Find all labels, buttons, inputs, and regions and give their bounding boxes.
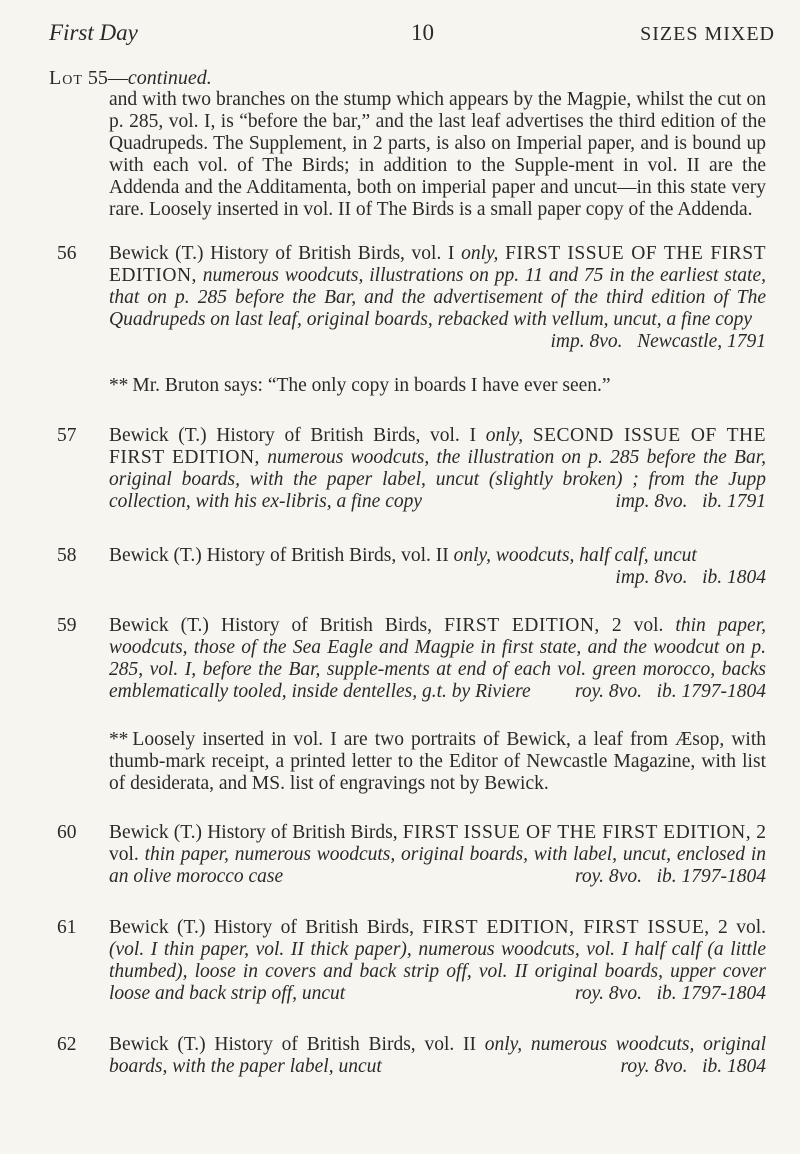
lot-only: only, xyxy=(461,243,499,264)
lot-number: 59 xyxy=(57,615,77,636)
lot-description: thin paper, numerous woodcuts, original boards, with label, uncut, enclosed in an olive morocco case xyxy=(109,844,766,887)
lot-description: only, woodcuts, half calf, uncut xyxy=(453,545,697,566)
lot-label: Lot xyxy=(49,67,83,89)
lot-issue: FIRST EDITION, FIRST ISSUE, xyxy=(422,917,710,938)
lot-description: (vol. I thin paper, vol. II thick paper), numerous woodcuts, vol. I half calf (a little thumbed), loose in covers and back strip off, vol. II original boards, upper cover loose and back strip off, uncut xyxy=(109,939,766,1004)
lot-place: ib. 1791 xyxy=(702,491,766,512)
lot-imprint: imp. 8vo. xyxy=(550,331,623,352)
lot-issue: FIRST EDITION, xyxy=(444,615,600,636)
lot-imprint: roy. 8vo. xyxy=(574,681,642,702)
lot-author: Bewick (T.) History of British Birds, vol. I xyxy=(109,425,476,446)
lot-volumes: 2 vol. xyxy=(718,917,767,938)
asterism-icon: * * xyxy=(109,375,127,396)
lot-number: 62 xyxy=(57,1034,77,1055)
lot-author: Bewick (T.) History of British Birds, xyxy=(109,917,414,938)
lot-number: 60 xyxy=(57,822,77,843)
lot-only: only, xyxy=(485,425,524,446)
lot-place: ib. 1804 xyxy=(702,1056,766,1077)
lot-note xyxy=(109,729,766,795)
lot-imprint: roy. 8vo. xyxy=(574,983,642,1004)
lot-place: ib. 1797-1804 xyxy=(656,983,766,1004)
lot-imprint: imp. 8vo. xyxy=(615,491,688,512)
page-header xyxy=(49,20,775,50)
lot-imprint: imp. 8vo. xyxy=(615,567,688,588)
lot-author: Bewick (T.) History of British Birds, vol. II xyxy=(109,545,449,566)
page-number: 10 xyxy=(411,20,434,45)
lot-heading xyxy=(49,67,212,90)
lot-number: 56 xyxy=(57,243,77,264)
continuation-text: and with two branches on the stump which appears by the Magpie, whilst the cut on p. 285, vol. I, is “before the bar,” and the last leaf advertises the third edition of the Quadrupeds. The Supplement, in 2 parts, is also on Imperial paper, and is bound up with each vol. of The Birds; in addition to the Supple-ment in vol. II are the Addenda and the Additamenta, both on imperial paper and uncut—in this state very rare. Loosely inserted in vol. II of The Birds is a small paper copy of the Addenda. xyxy=(109,89,766,220)
lot-place: ib. 1797-1804 xyxy=(656,866,766,887)
lot-number: 58 xyxy=(57,545,77,566)
lot-description: thin paper, woodcuts, those of the Sea Eagle and Magpie in first state, and the woodcut on p. 285, vol. I, before the Bar, supple-ments at end of each vol. green morocco, backs emblematically tooled, inside dentelles, g.t. by Riviere xyxy=(109,615,766,702)
lot-volumes: 2 vol. xyxy=(109,822,767,865)
lot-author: Bewick (T.) History of British Birds, xyxy=(109,822,398,843)
lot-number: 55— xyxy=(87,67,128,89)
lot-author: Bewick (T.) History of British Birds, vol. II xyxy=(109,1034,476,1055)
lot-description: numerous woodcuts, the illustration on p. 285 before the Bar, original boards, with the paper label, uncut (slightly broken) ; from the Jupp collection, with his ex-libris, a fine copy xyxy=(109,447,766,512)
lot-place: ib. 1797-1804 xyxy=(656,681,766,702)
lot-description: only, numerous woodcuts, original boards, with the paper label, uncut xyxy=(109,1034,767,1077)
lot-note-text: Loosely inserted in vol. I are two portraits of Bewick, a leaf from Æsop, with thumb-mark receipt, a printed letter to the Editor of Newcastle Magazine, with list of desiderata, and MS. list of engravings not by Bewick. xyxy=(109,729,766,794)
lot-volumes: 2 vol. xyxy=(611,615,664,636)
lot-number: 57 xyxy=(57,425,77,446)
lot-note xyxy=(109,375,766,397)
lot-note-text: Mr. Bruton says: “The only copy in boards I have ever seen.” xyxy=(132,375,611,396)
lot-imprint: roy. 8vo. xyxy=(574,866,642,887)
header-section: SIZES MIXED xyxy=(640,23,775,45)
header-day: First Day xyxy=(49,20,138,45)
lot-issue: FIRST ISSUE OF THE FIRST EDITION, xyxy=(109,243,767,286)
lot-issue: SECOND ISSUE OF THE FIRST EDITION, xyxy=(109,425,767,468)
lot-place: Newcastle, 1791 xyxy=(637,331,766,352)
asterism-icon: * * xyxy=(109,729,127,750)
lot-author: Bewick (T.) History of British Birds, xyxy=(109,615,433,636)
lot-author: Bewick (T.) History of British Birds, vol. I xyxy=(109,243,455,264)
lot-imprint: roy. 8vo. xyxy=(620,1056,688,1077)
continued-label: continued. xyxy=(127,67,212,89)
lot-number: 61 xyxy=(57,917,77,938)
lot-description: numerous woodcuts, illustrations on pp. 11 and 75 in the earliest state, that on p. 285 before the Bar, and the advertisement of the third edition of The Quadrupeds on last leaf, original boards, rebacked with vellum, uncut, a fine copy xyxy=(109,265,767,330)
lot-issue: FIRST ISSUE OF THE FIRST EDITION, xyxy=(402,822,752,843)
lot-place: ib. 1804 xyxy=(702,567,766,588)
